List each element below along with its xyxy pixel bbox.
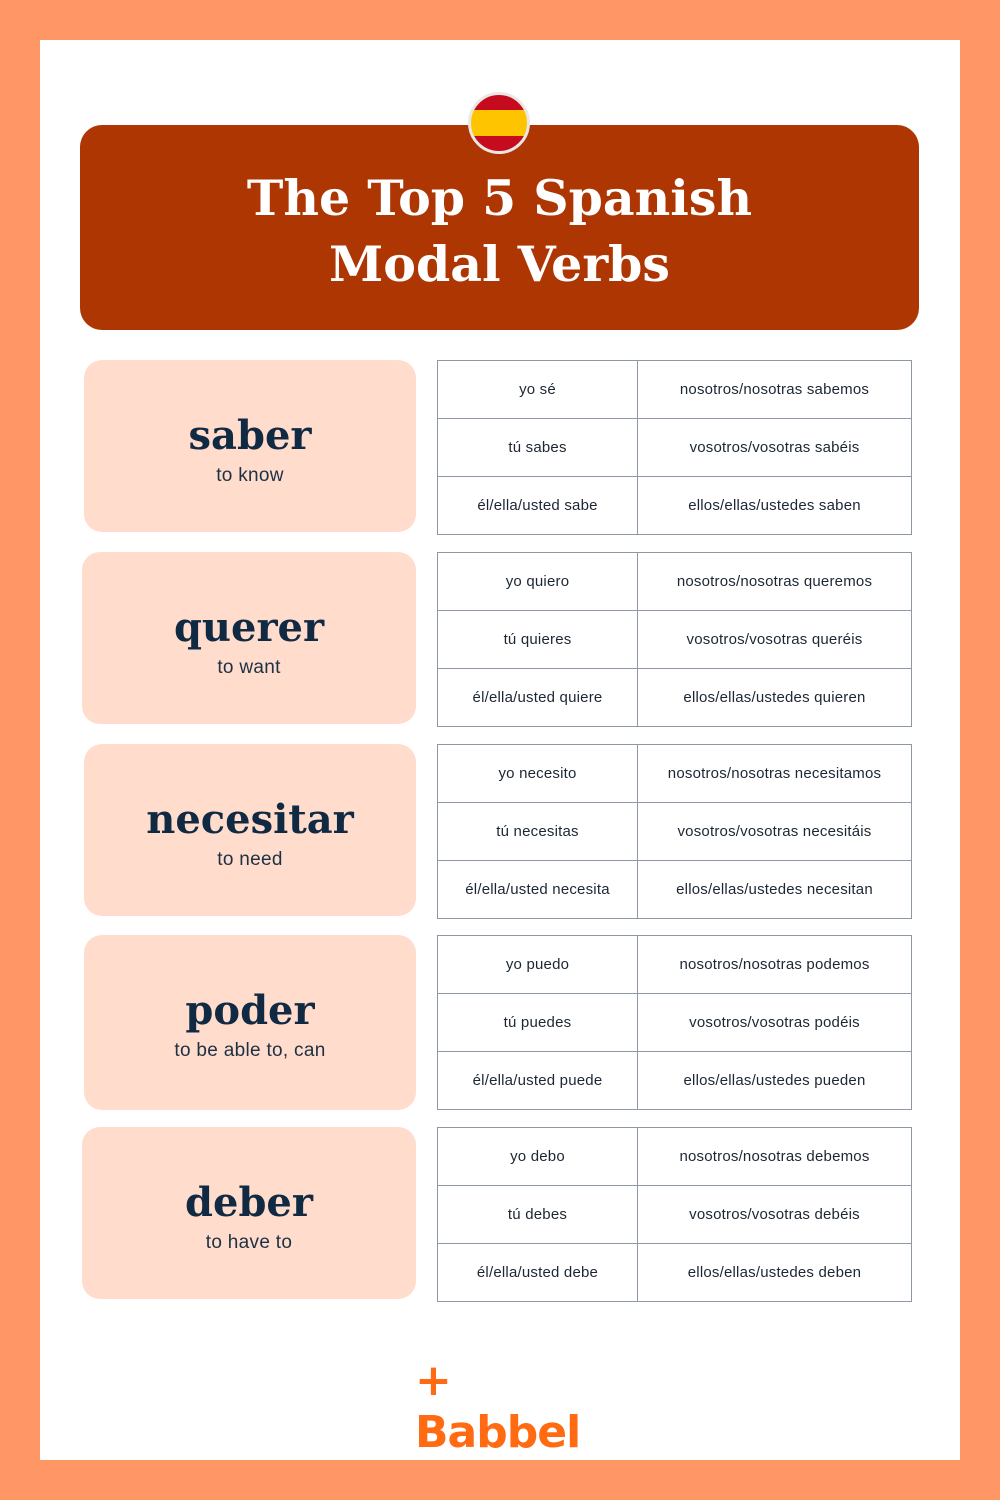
verb-card-saber (84, 360, 416, 532)
table-cell: yo quiero (438, 553, 638, 611)
table-cell: tú puedes (438, 994, 638, 1052)
conjugation-table-necesitar (437, 744, 912, 919)
table-cell: vosotros/vosotras sabéis (638, 419, 912, 477)
conjugation-table-saber (437, 360, 912, 535)
conjugation-table-deber (437, 1127, 912, 1302)
verb-card-necesitar (84, 744, 416, 916)
verb-card-querer (82, 552, 416, 724)
table-cell: él/ella/usted puede (438, 1052, 638, 1110)
table-row (438, 994, 912, 1052)
table-cell: tú sabes (438, 419, 638, 477)
page-title (80, 165, 919, 297)
table-cell: él/ella/usted sabe (438, 477, 638, 535)
table-cell: nosotros/nosotras debemos (638, 1128, 912, 1186)
verb-meaning: to be able to, can (174, 1040, 326, 1061)
table-cell: nosotros/nosotras podemos (638, 936, 912, 994)
table-cell: tú necesitas (438, 803, 638, 861)
table-cell: ellos/ellas/ustedes saben (638, 477, 912, 535)
verb-name: querer (173, 604, 325, 651)
table-row (438, 745, 912, 803)
logo-wordmark: Babbel (415, 1407, 581, 1458)
table-cell: nosotros/nosotras necesitamos (638, 745, 912, 803)
verb-name: necesitar (146, 796, 354, 843)
verb-meaning: to need (217, 849, 283, 870)
spain-flag-icon (468, 92, 530, 154)
table-cell: yo necesito (438, 745, 638, 803)
table-row (438, 861, 912, 919)
table-cell: nosotros/nosotras sabemos (638, 361, 912, 419)
verb-name: deber (185, 1179, 313, 1226)
table-cell: vosotros/vosotras podéis (638, 994, 912, 1052)
verb-meaning: to have to (205, 1232, 293, 1253)
verb-card-deber (82, 1127, 416, 1299)
verb-name: poder (185, 987, 315, 1034)
table-row (438, 1244, 912, 1302)
table-row (438, 553, 912, 611)
table-cell: vosotros/vosotras debéis (638, 1186, 912, 1244)
table-cell: yo sé (438, 361, 638, 419)
table-row (438, 419, 912, 477)
title-line-1: The Top 5 Spanish (246, 169, 753, 227)
verb-meaning: to want (217, 657, 281, 678)
babbel-logo (415, 1355, 605, 1458)
table-row (438, 611, 912, 669)
verb-meaning: to know (216, 465, 284, 486)
plus-icon: + (415, 1355, 451, 1406)
table-cell: vosotros/vosotras queréis (638, 611, 912, 669)
table-cell: yo puedo (438, 936, 638, 994)
verb-card-poder (84, 935, 416, 1110)
table-cell: tú quieres (438, 611, 638, 669)
table-row (438, 803, 912, 861)
conjugation-table-querer (437, 552, 912, 727)
table-row (438, 936, 912, 994)
table-row (438, 669, 912, 727)
table-cell: él/ella/usted necesita (438, 861, 638, 919)
table-row (438, 361, 912, 419)
table-cell: tú debes (438, 1186, 638, 1244)
table-cell: vosotros/vosotras necesitáis (638, 803, 912, 861)
table-row (438, 1128, 912, 1186)
table-cell: ellos/ellas/ustedes necesitan (638, 861, 912, 919)
table-cell: nosotros/nosotras queremos (638, 553, 912, 611)
table-cell: él/ella/usted quiere (438, 669, 638, 727)
table-cell: ellos/ellas/ustedes pueden (638, 1052, 912, 1110)
table-row (438, 1186, 912, 1244)
table-row (438, 1052, 912, 1110)
table-cell: ellos/ellas/ustedes quieren (638, 669, 912, 727)
table-cell: él/ella/usted debe (438, 1244, 638, 1302)
verb-name: saber (188, 412, 312, 459)
title-banner (80, 125, 919, 330)
table-cell: ellos/ellas/ustedes deben (638, 1244, 912, 1302)
table-row (438, 477, 912, 535)
conjugation-table-poder (437, 935, 912, 1110)
title-line-2: Modal Verbs (329, 235, 670, 293)
infographic-card (40, 40, 960, 1460)
table-cell: yo debo (438, 1128, 638, 1186)
